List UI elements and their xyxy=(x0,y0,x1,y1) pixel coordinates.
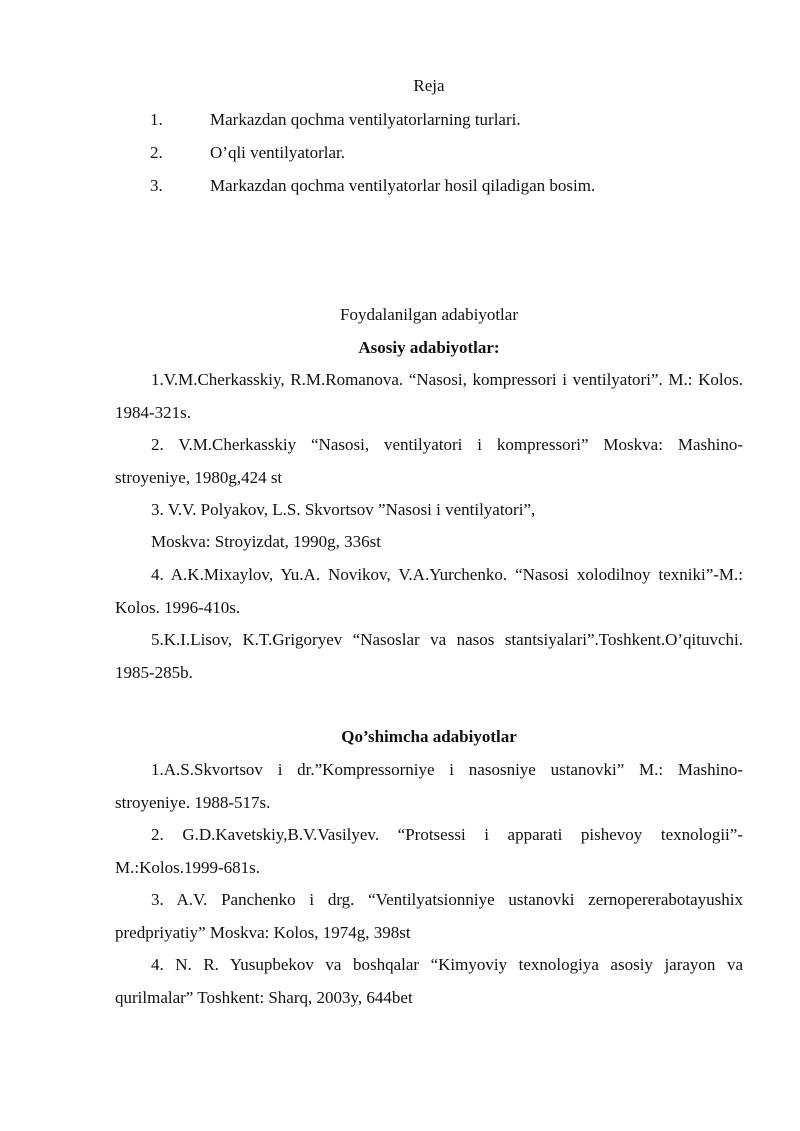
reference-item: 3. A.V. Panchenko i drg. “Ventilyatsionniye ustanovki zernopererabotayushix predpriyatiy” Moskva: Kolos, 1974g, 398st xyxy=(115,890,743,942)
reference-item: 4. A.K.Mixaylov, Yu.A. Novikov, V.A.Yurchenko. “Nasosi xolodilnoy texniki”-M.: Kolos. 1996-410s. xyxy=(115,565,743,617)
reference-item: 3. V.V. Polyakov, L.S. Skvortsov ”Nasosi i ventilyatori”, xyxy=(151,500,536,519)
reference-item: 1.A.S.Skvortsov i dr.”Kompressorniye i nasosniye ustanovki” M.: Mashino-stroyeniye. 1988-517s. xyxy=(115,760,743,812)
reference-item: 1.V.M.Cherkasskiy, R.M.Romanova. “Nasosi, kompressori i ventilyatori”. M.: Kolos. 1984-321s. xyxy=(115,370,743,422)
reference-item: 5.K.I.Lisov, K.T.Grigoryev “Nasoslar va nasos stantsiyalari”.Toshkent.O’qituvchi. 1985-285b. xyxy=(115,630,743,682)
plan-item-number: 1. xyxy=(150,110,163,129)
plan-title: Reja xyxy=(413,76,445,95)
reference-item: 4. N. R. Yusupbekov va boshqalar “Kimyoviy texnologiya asosiy jarayon va qurilmalar” Toshkent: Sharq, 2003y, 644bet xyxy=(115,955,743,1007)
plan-item-text: O’qli ventilyatorlar. xyxy=(210,143,346,162)
main-literature-heading: Asosiy adabiyotlar: xyxy=(358,338,500,357)
plan-item-number: 3. xyxy=(150,176,163,195)
plan-item-number: 2. xyxy=(150,143,163,162)
plan-item xyxy=(0,176,800,200)
plan-item xyxy=(0,143,800,167)
plan-item-text: Markazdan qochma ventilyatorlarning turlari. xyxy=(210,110,521,129)
reference-item: Moskva: Stroyizdat, 1990g, 336st xyxy=(151,532,381,551)
reference-item: 2. V.M.Cherkasskiy “Nasosi, ventilyatori i kompressori” Moskva: Mashino-stroyeniye, 1980g,424 st xyxy=(115,435,743,487)
literature-title: Foydalanilgan adabiyotlar xyxy=(340,305,518,324)
plan-item-text: Markazdan qochma ventilyatorlar hosil qiladigan bosim. xyxy=(210,176,596,195)
plan-item xyxy=(0,110,800,134)
reference-item: 2. G.D.Kavetskiy,B.V.Vasilyev. “Protsessi i apparati pishevoy texnologii”-M.:Kolos.1999-681s. xyxy=(115,825,743,877)
extra-literature-heading: Qo’shimcha adabiyotlar xyxy=(341,727,517,746)
